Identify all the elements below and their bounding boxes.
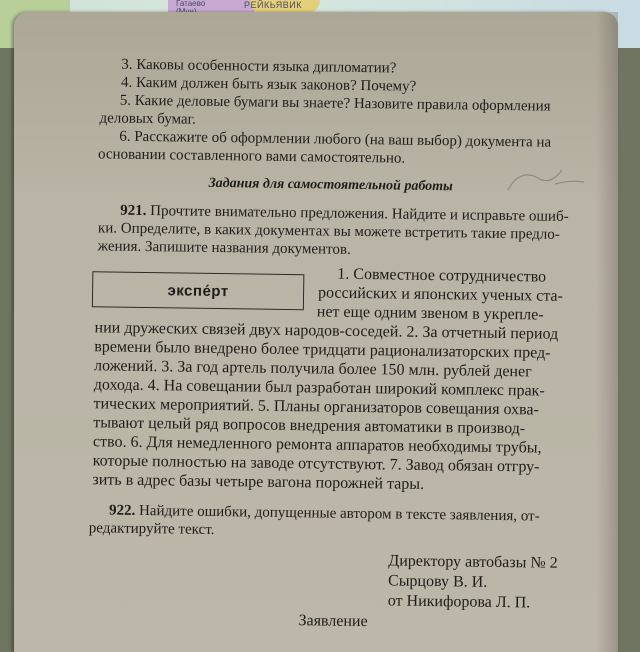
exercise-line: российских и японских ученых ста-	[317, 284, 564, 305]
task-number: 922.	[108, 502, 136, 519]
task-text: Прочтите внимательно предложения. Найдите и исправьте ошиб-	[150, 203, 569, 225]
question-line: 5. Какие деловые бумаги вы знаете? Назовите правила оформления	[119, 92, 551, 115]
question-line: 3. Каковы особенности языка дипломатии?	[121, 56, 397, 77]
task-921-line: ки. Определите, в каких документах вы можете встретить такие предло-	[97, 220, 560, 243]
exercise-line: тывают целый ряд вопросов внедрения автоматики в производ-	[93, 414, 526, 438]
address-line: от Никифорова Л. П.	[387, 592, 531, 612]
map-city-label: РЕЙКЬЯВИК	[244, 0, 302, 10]
section-heading: Задания для самостоятельной работы	[208, 175, 453, 195]
address-line: Сырцову В. И.	[387, 572, 488, 591]
exercise-line: нет еще одним звеном в укрепле-	[316, 303, 544, 324]
exercise-line: зить в адрес базы четыре вагона порожней тары.	[92, 471, 425, 493]
exercise-line: ство. 6. Для немедленного ремонта аппаратов необходимы трубы,	[92, 433, 542, 457]
exercise-line: дохода. 4. На совещании был разработан широкий комплекс прак-	[93, 376, 545, 400]
question-line: 6. Расскажите об оформлении любого (на ваш выбор) документа на	[119, 128, 552, 151]
exercise-line: 1. Совместное сотрудничество	[337, 265, 547, 286]
task-text: Найдите ошибки, допущенные автором в тексте заявления, от-	[138, 502, 540, 525]
statement-title: Заявление	[298, 612, 368, 631]
exercise-line: ложений. 3. За год артель получила более 150 млн. рублей денег	[93, 357, 532, 381]
exercise-line: которые полностью на заводе отсутствуют. 7. Завод обязан отгру-	[92, 452, 540, 476]
task-number: 921.	[120, 202, 147, 220]
question-line: основании составленного вами самостоятельно.	[97, 146, 406, 167]
exercise-line: времени было внедрено более тридцати рационализаторских пред-	[94, 338, 551, 362]
exercise-line: тических мероприятий. 5. Планы организаторов совещания охва-	[93, 395, 540, 419]
map-label: Гатаево	[176, 0, 206, 8]
pencil-mark	[500, 160, 590, 200]
question-line: 4. Каким должен быть язык законов? Почему?	[120, 74, 417, 95]
address-line: Директору автобазы № 2	[388, 552, 558, 572]
watermark-text: экспе́рт	[167, 281, 229, 300]
exercise-line: нии дружеских связей двух народов-соседей. 2. За отчетный период	[94, 319, 559, 343]
question-line: деловых бумаг.	[99, 110, 196, 128]
task-922-line: редактируйте текст.	[88, 520, 215, 538]
watermark-box	[92, 271, 304, 310]
task-921-line: жения. Запишите названия документов.	[97, 238, 351, 258]
